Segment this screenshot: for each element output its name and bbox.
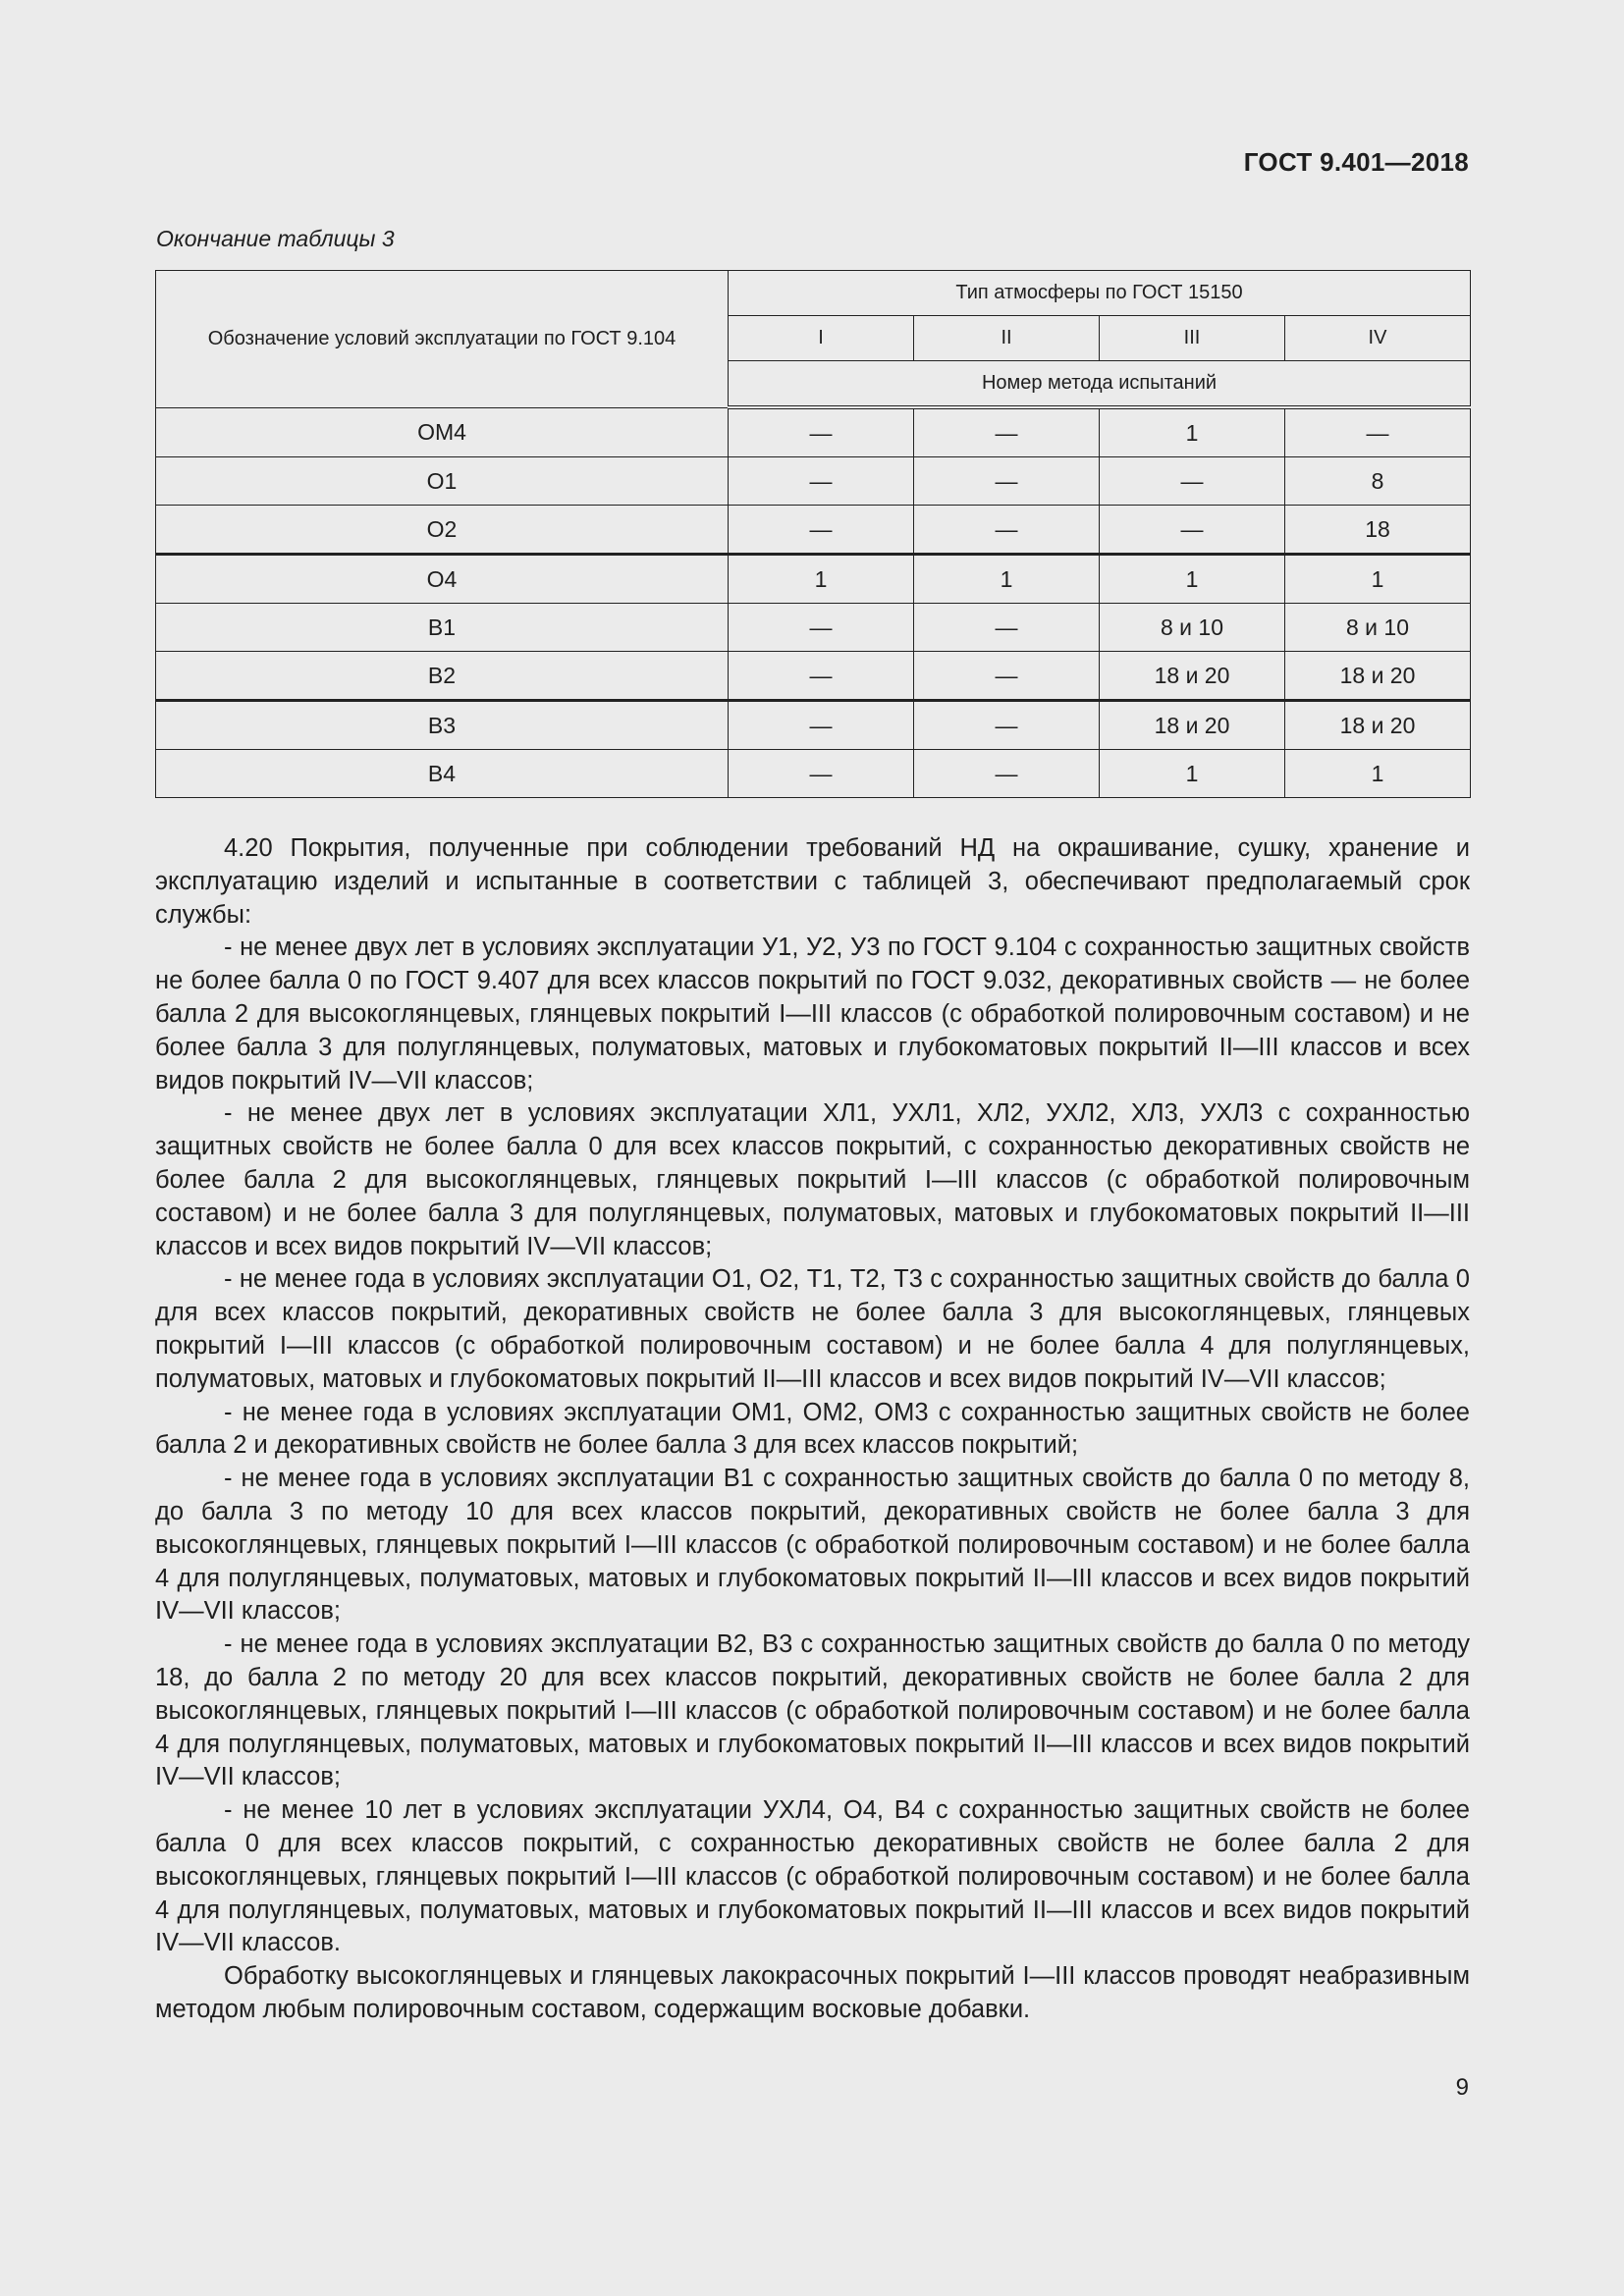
table-cell: —: [914, 701, 1100, 750]
paragraph: - не менее двух лет в условиях эксплуатации ХЛ1, УХЛ1, ХЛ2, УХЛ2, ХЛ3, УХЛ3 с сохранностью защитных свойств не более балла 0 для всех классов покрытий, с сохранностью декоративных свойств не более балла 2 для высокоглянцевых, глянцевых покрытий I—III классов (с обработкой полировочным составом) и не более балла 3 для полуглянцевых, полуматовых, матовых и глубокоматовых покрытий II—III классов и всех видов покрытий IV—VII классов;: [155, 1099, 1470, 1260]
table-row: [156, 555, 1471, 604]
table-row: [156, 652, 1471, 701]
table-row: [156, 701, 1471, 750]
standard-header: ГОСТ 9.401—2018: [1243, 147, 1469, 177]
table-cell: 1: [1100, 750, 1285, 798]
table-cell: 18 и 20: [1100, 701, 1285, 750]
paragraph: - не менее года в условиях эксплуатации ОМ1, ОМ2, ОМ3 с сохранностью защитных свойств не более балла 2 и декоративных свойств не более балла 3 для всех классов покрытий;: [155, 1398, 1470, 1460]
table-cell: 1: [1285, 555, 1471, 604]
table-row: [156, 604, 1471, 652]
row-name: В2: [156, 652, 729, 701]
paragraph: - не менее 10 лет в условиях эксплуатации УХЛ4, О4, В4 с сохранностью защитных свойств не более балла 0 для всех классов покрытий, с сохранностью декоративных свойств не более балла 2 для высокоглянцевых, глянцевых покрытий I—III классов (с обработкой полировочным составом) и не более балла 4 для полуглянцевых, полуматовых, матовых и глубокоматовых покрытий II—III классов и всех видов покрытий IV—VII классов.: [155, 1796, 1470, 1957]
table-cell: —: [1285, 407, 1471, 457]
column-header: IV: [1285, 316, 1471, 361]
table-cell: 18 и 20: [1285, 652, 1471, 701]
row-name: В1: [156, 604, 729, 652]
table-cell: —: [914, 750, 1100, 798]
table-cell: —: [914, 604, 1100, 652]
paragraph: 4.20 Покрытия, полученные при соблюдении требований НД на окрашивание, сушку, хранение и эксплуатацию изделий и испытанные в соответствии с таблицей 3, обеспечивают предполагаемый срок службы:: [155, 834, 1470, 929]
row-name: О4: [156, 555, 729, 604]
body-text: [155, 832, 1470, 2027]
table-cell: —: [729, 750, 914, 798]
table-row: [156, 457, 1471, 506]
table-cell: —: [729, 506, 914, 555]
table-row: [156, 407, 1471, 457]
table-cell: 8: [1285, 457, 1471, 506]
table-cell: —: [729, 652, 914, 701]
table-cell: —: [729, 701, 914, 750]
table-cell: 1: [914, 555, 1100, 604]
table-cell: —: [914, 457, 1100, 506]
stub-header: Обозначение условий эксплуатации по ГОСТ 9.104: [156, 271, 729, 408]
table-cell: —: [1100, 506, 1285, 555]
table-cell: 18 и 20: [1285, 701, 1471, 750]
table-cell: —: [914, 407, 1100, 457]
table-cell: —: [729, 604, 914, 652]
row-name: ОМ4: [156, 407, 729, 457]
table-caption: Окончание таблицы 3: [156, 226, 395, 251]
paragraph: - не менее двух лет в условиях эксплуатации У1, У2, У3 по ГОСТ 9.104 с сохранностью защитных свойств не более балла 0 по ГОСТ 9.407 для всех классов покрытий по ГОСТ 9.032, декоративных свойств — не более балла 2 для высокоглянцевых, глянцевых покрытий I—III классов (с обработкой полировочным составом) и не более балла 3 для полуглянцевых, полуматовых, матовых и глубокоматовых покрытий II—III классов и всех видов покрытий IV—VII классов;: [155, 934, 1470, 1095]
table-cell: —: [729, 457, 914, 506]
row-name: В4: [156, 750, 729, 798]
paragraph: - не менее года в условиях эксплуатации О1, О2, Т1, Т2, Т3 с сохранностью защитных свойств до балла 0 для всех классов покрытий, декоративных свойств не более балла 3 для высокоглянцевых, глянцевых покрытий I—III классов (с обработкой полировочным составом) и не более балла 4 для полуглянцевых, полуматовых, матовых и глубокоматовых покрытий II—III классов и всех видов покрытий IV—VII классов;: [155, 1265, 1470, 1393]
table-row: [156, 506, 1471, 555]
paragraph: Обработку высокоглянцевых и глянцевых лакокрасочных покрытий I—III классов проводят неабразивным методом любым полировочным составом, содержащим восковые добавки.: [155, 1962, 1470, 2023]
table-row: [156, 750, 1471, 798]
column-header: III: [1100, 316, 1285, 361]
sub-header: Номер метода испытаний: [729, 361, 1471, 408]
column-header: I: [729, 316, 914, 361]
table-cell: 1: [1100, 407, 1285, 457]
table-cell: 18 и 20: [1100, 652, 1285, 701]
page-number: 9: [1455, 2074, 1469, 2101]
paragraph: - не менее года в условиях эксплуатации В2, В3 с сохранностью защитных свойств до балла 0 по методу 18, до балла 2 по методу 20 для всех классов покрытий, декоративных свойств не более балла 2 для высокоглянцевых, глянцевых покрытий I—III классов (с обработкой полировочным составом) и не более балла 4 для полуглянцевых, полуматовых, матовых и глубокоматовых покрытий II—III классов и всех видов покрытий IV—VII классов;: [155, 1630, 1470, 1791]
table-cell: 18: [1285, 506, 1471, 555]
table-cell: 1: [1285, 750, 1471, 798]
row-name: О1: [156, 457, 729, 506]
row-name: В3: [156, 701, 729, 750]
table-cell: 1: [1100, 555, 1285, 604]
column-header: II: [914, 316, 1100, 361]
paragraph: - не менее года в условиях эксплуатации В1 с сохранностью защитных свойств до балла 0 по методу 8, до балла 3 по методу 10 для всех классов покрытий, декоративных свойств не более балла 3 для высокоглянцевых, глянцевых покрытий I—III классов (с обработкой полировочным составом) и не более балла 4 для полуглянцевых, полуматовых, матовых и глубокоматовых покрытий II—III классов и всех видов покрытий IV—VII классов;: [155, 1465, 1470, 1626]
test-methods-table: [155, 270, 1471, 798]
table-cell: 1: [729, 555, 914, 604]
table-cell: —: [729, 407, 914, 457]
table-cell: —: [914, 506, 1100, 555]
table-cell: 8 и 10: [1285, 604, 1471, 652]
table-cell: —: [914, 652, 1100, 701]
table-cell: 8 и 10: [1100, 604, 1285, 652]
table-cell: —: [1100, 457, 1285, 506]
row-name: О2: [156, 506, 729, 555]
group-header: Тип атмосферы по ГОСТ 15150: [729, 271, 1471, 316]
